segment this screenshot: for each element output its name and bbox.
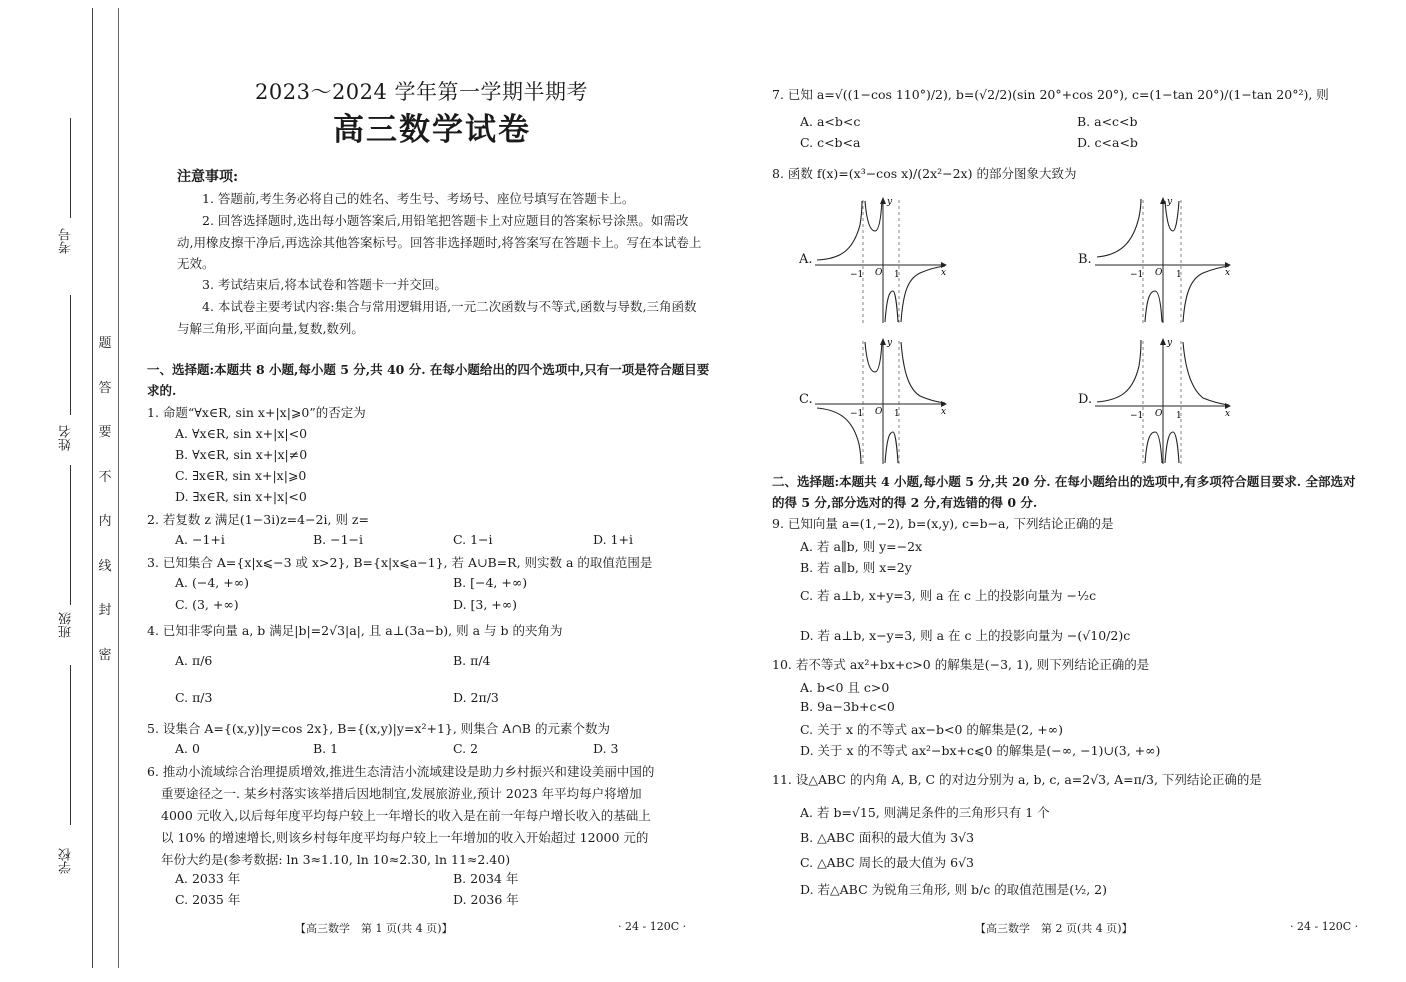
question-4-stem: 4. 已知非零向量 a, b 满足|b|=2√3|a|, 且 a⊥(3a−b), 则 a 与 b 的夹角为: [147, 623, 563, 638]
q2-option-b: B. −1−i: [313, 532, 364, 547]
seal-char: 线: [98, 558, 112, 574]
q11-option-d: D. 若△ABC 为锐角三角形, 则 b/c 的取值范围是(½, 2): [800, 882, 1107, 897]
q2-option-c: C. 1−i: [453, 532, 493, 547]
q3-option-b: B. [−4, +∞): [453, 575, 528, 590]
q4-option-b: B. π/4: [453, 653, 491, 668]
strip-blank-school: [70, 665, 71, 825]
q8-graph-c: [815, 336, 950, 466]
q11-option-c: C. △ABC 周长的最大值为 6√3: [800, 855, 975, 870]
seal-char: 要: [98, 425, 112, 440]
q11-option-a: A. 若 b=√15, 则满足条件的三角形只有 1 个: [800, 805, 1050, 820]
seal-char: 不: [98, 469, 112, 485]
notice-item: 3. 考试结束后,将本试卷和答题卡一并交回。: [202, 277, 447, 292]
tick-neg1: −1: [850, 270, 864, 280]
strip-blank-name-top: [70, 295, 71, 415]
seal-char: 答: [98, 380, 112, 396]
q9-option-a: A. 若 a∥b, 则 y=−2x: [800, 539, 923, 554]
tick-1: 1: [1176, 411, 1182, 421]
q3-option-d: D. [3, +∞): [453, 597, 518, 612]
q8-graph-d: [1095, 336, 1235, 466]
y-axis-label: y: [1167, 197, 1173, 207]
seal-char: 封: [98, 603, 112, 618]
page-1-code: · 24 - 120C ·: [618, 920, 687, 933]
exam-page-2: [765, 0, 1365, 982]
notice-item: 2. 回答选择题时,选出每小题答案后,用铅笔把答题卡上对应题目的答案标号涂黑。如需改动,用橡皮擦干净后,再选涂其他答案标号。回答非选择题时,将答案写在答题卡上。写在本试卷上无效。: [177, 213, 702, 271]
q8-option-a-label: A.: [799, 252, 813, 267]
page-2-code: · 24 - 120C ·: [1290, 920, 1359, 933]
tick-neg1: −1: [1130, 270, 1144, 280]
tick-neg1: −1: [850, 409, 864, 419]
q8-graph-b: [1095, 195, 1235, 325]
q5-option-c: C. 2: [453, 741, 479, 756]
page-2-footer: 【高三数学 第 2 页(共 4 页)】: [975, 922, 1133, 935]
origin-label: O: [875, 407, 883, 417]
q1-option-d: D. ∃x∈R, sin x+|x|<0: [175, 489, 307, 504]
notice-item: 4. 本试卷主要考试内容:集合与常用逻辑用语,一元二次函数与不等式,函数与导数,三角函数与解三角形,平面向量,复数,数列。: [177, 299, 697, 336]
tick-1: 1: [894, 409, 900, 419]
q10-option-c: C. 关于 x 的不等式 ax−b<0 的解集是(2, +∞): [800, 722, 1063, 737]
q10-option-b: B. 9a−3b+c<0: [800, 699, 895, 714]
section-2-heading: 二、选择题:本题共 4 小题,每小题 5 分,共 20 分. 在每小题给出的选项中,有多项符合题目要求. 全部选对的得 5 分,部分选对的得 2 分,有选错的得 0 分.: [772, 474, 1356, 510]
seal-char: 内: [98, 514, 112, 529]
q11-option-b: B. △ABC 面积的最大值为 3√3: [800, 830, 975, 845]
strip-blank-exam-number: [70, 118, 71, 218]
seal-line-notice: [95, 322, 115, 678]
question-7-stem: 7. 已知 a=√((1−cos 110°)/2), b=(√2/2)(sin 20°+cos 20°), c=(1−tan 20°)/(1−tan 20°²), 则: [772, 87, 1329, 102]
q6-option-a: A. 2033 年: [175, 871, 241, 886]
q8-option-b-label: B.: [1078, 252, 1092, 267]
question-2-stem: 2. 若复数 z 满足(1−3i)z=4−2i, 则 z=: [147, 512, 369, 527]
q10-option-d: D. 关于 x 的不等式 ax²−bx+c⩽0 的解集是(−∞, −1)∪(3, +∞): [800, 743, 1161, 758]
q1-option-a: A. ∀x∈R, sin x+|x|<0: [175, 426, 308, 441]
strip-inner-line: [118, 8, 119, 968]
question-6-line: 以 10% 的增速增长,则该乡村每年度平均每户较上一年增加的收入开始超过 12000 元的: [161, 830, 649, 845]
q1-option-b: B. ∀x∈R, sin x+|x|≠0: [175, 447, 308, 462]
q9-option-d: D. 若 a⊥b, x−y=3, 则 a 在 c 上的投影向量为 −(√10/2)c: [800, 628, 1131, 643]
question-9-stem: 9. 已知向量 a=(1,−2), b=(x,y), c=b−a, 下列结论正确的是: [772, 516, 1114, 531]
seal-char: 题: [98, 336, 112, 351]
origin-label: O: [1155, 268, 1163, 278]
question-8-stem: 8. 函数 f(x)=(x³−cos x)/(2x²−2x) 的部分图象大致为: [772, 166, 1077, 181]
q5-option-a: A. 0: [175, 741, 200, 756]
q7-option-c: C. c<b<a: [800, 135, 861, 150]
origin-label: O: [1155, 409, 1163, 419]
question-10-stem: 10. 若不等式 ax²+bx+c>0 的解集是(−3, 1), 则下列结论正确的是: [772, 657, 1150, 672]
tick-neg1: −1: [1130, 411, 1144, 421]
question-6-line: 重要途径之一. 某乡村落实该举措后因地制宜,发展旅游业,预计 2023 年平均每户将增加: [161, 786, 642, 801]
q6-option-d: D. 2036 年: [453, 892, 519, 907]
q10-option-a: A. b<0 且 c>0: [800, 680, 890, 695]
q8-option-d-label: D.: [1078, 392, 1093, 407]
q9-option-b: B. 若 a∥b, 则 x=2y: [800, 560, 912, 575]
strip-label-school: 学校: [59, 848, 74, 874]
tick-1: 1: [894, 270, 900, 280]
q8-graph-a: [815, 195, 950, 325]
q2-option-d: D. 1+i: [593, 532, 633, 547]
y-axis-label: y: [1167, 338, 1173, 348]
x-axis-label: x: [941, 407, 947, 417]
q7-option-d: D. c<a<b: [1077, 135, 1138, 150]
x-axis-label: x: [1225, 409, 1231, 419]
page-1-footer: 【高三数学 第 1 页(共 4 页)】: [295, 922, 453, 935]
question-6-line: 4000 元收入,以后每年度平均每户较上一年增长的收入是在前一年每户增长收入的基础上: [161, 808, 651, 823]
question-6-line: 6. 推动小流域综合治理提质增效,推进生态清洁小流域建设是助力乡村振兴和建设美丽中国的: [147, 764, 655, 779]
question-11-stem: 11. 设△ABC 的内角 A, B, C 的对边分别为 a, b, c, a=2√3, A=π/3, 下列结论正确的是: [772, 772, 1262, 787]
q4-option-d: D. 2π/3: [453, 690, 499, 705]
q8-option-c-label: C.: [799, 392, 813, 407]
q7-option-b: B. a<c<b: [1077, 114, 1138, 129]
q6-option-c: C. 2035 年: [175, 892, 241, 907]
notice-heading: 注意事项:: [177, 169, 239, 185]
q2-option-a: A. −1+i: [175, 532, 225, 547]
strip-label-exam-number: 考号: [59, 228, 74, 254]
question-3-stem: 3. 已知集合 A={x|x⩽−3 或 x>2}, B={x|x⩽a−1}, 若 A∪B=R, 则实数 a 的取值范围是: [147, 555, 653, 570]
strip-label-class: 班级: [59, 612, 74, 638]
x-axis-label: x: [941, 268, 947, 278]
origin-label: O: [875, 268, 883, 278]
notice-item: 1. 答题前,考生务必将自己的姓名、考生号、考场号、座位号填写在答题卡上。: [202, 191, 635, 206]
q5-option-b: B. 1: [313, 741, 339, 756]
q4-option-a: A. π/6: [175, 653, 213, 668]
q6-option-b: B. 2034 年: [453, 871, 519, 886]
q3-option-a: A. (−4, +∞): [175, 575, 249, 590]
q1-option-c: C. ∃x∈R, sin x+|x|⩾0: [175, 468, 307, 483]
seal-char: 密: [98, 647, 112, 663]
q5-option-d: D. 3: [593, 741, 619, 756]
strip-blank-class: [70, 465, 71, 605]
q3-option-c: C. (3, +∞): [175, 597, 239, 612]
exam-term-title: 2023～2024 学年第一学期半期考: [255, 80, 589, 104]
strip-border-line: [92, 8, 93, 968]
question-5-stem: 5. 设集合 A={(x,y)|y=cos 2x}, B={(x,y)|y=x²+1}, 则集合 A∩B 的元素个数为: [147, 721, 610, 736]
q7-option-a: A. a<b<c: [800, 114, 861, 129]
exam-page-1: [140, 0, 720, 982]
binding-strip: [0, 0, 135, 982]
question-6-line: 年份大约是(参考数据: ln 3≈1.10, ln 10≈2.30, ln 11≈2.40): [161, 852, 511, 867]
y-axis-label: y: [887, 197, 893, 207]
exam-paper-title: 高三数学试卷: [333, 112, 531, 148]
q9-option-c: C. 若 a⊥b, x+y=3, 则 a 在 c 上的投影向量为 −½c: [800, 588, 1097, 603]
y-axis-label: y: [887, 338, 893, 348]
section-1-heading: 一、选择题:本题共 8 小题,每小题 5 分,共 40 分. 在每小题给出的四个选项中,只有一项是符合题目要求的.: [147, 362, 710, 398]
tick-1: 1: [1176, 270, 1182, 280]
strip-label-name: 姓名: [59, 425, 74, 451]
q4-option-c: C. π/3: [175, 690, 213, 705]
question-1-stem: 1. 命题“∀x∈R, sin x+|x|⩾0”的否定为: [147, 405, 366, 420]
x-axis-label: x: [1225, 268, 1231, 278]
